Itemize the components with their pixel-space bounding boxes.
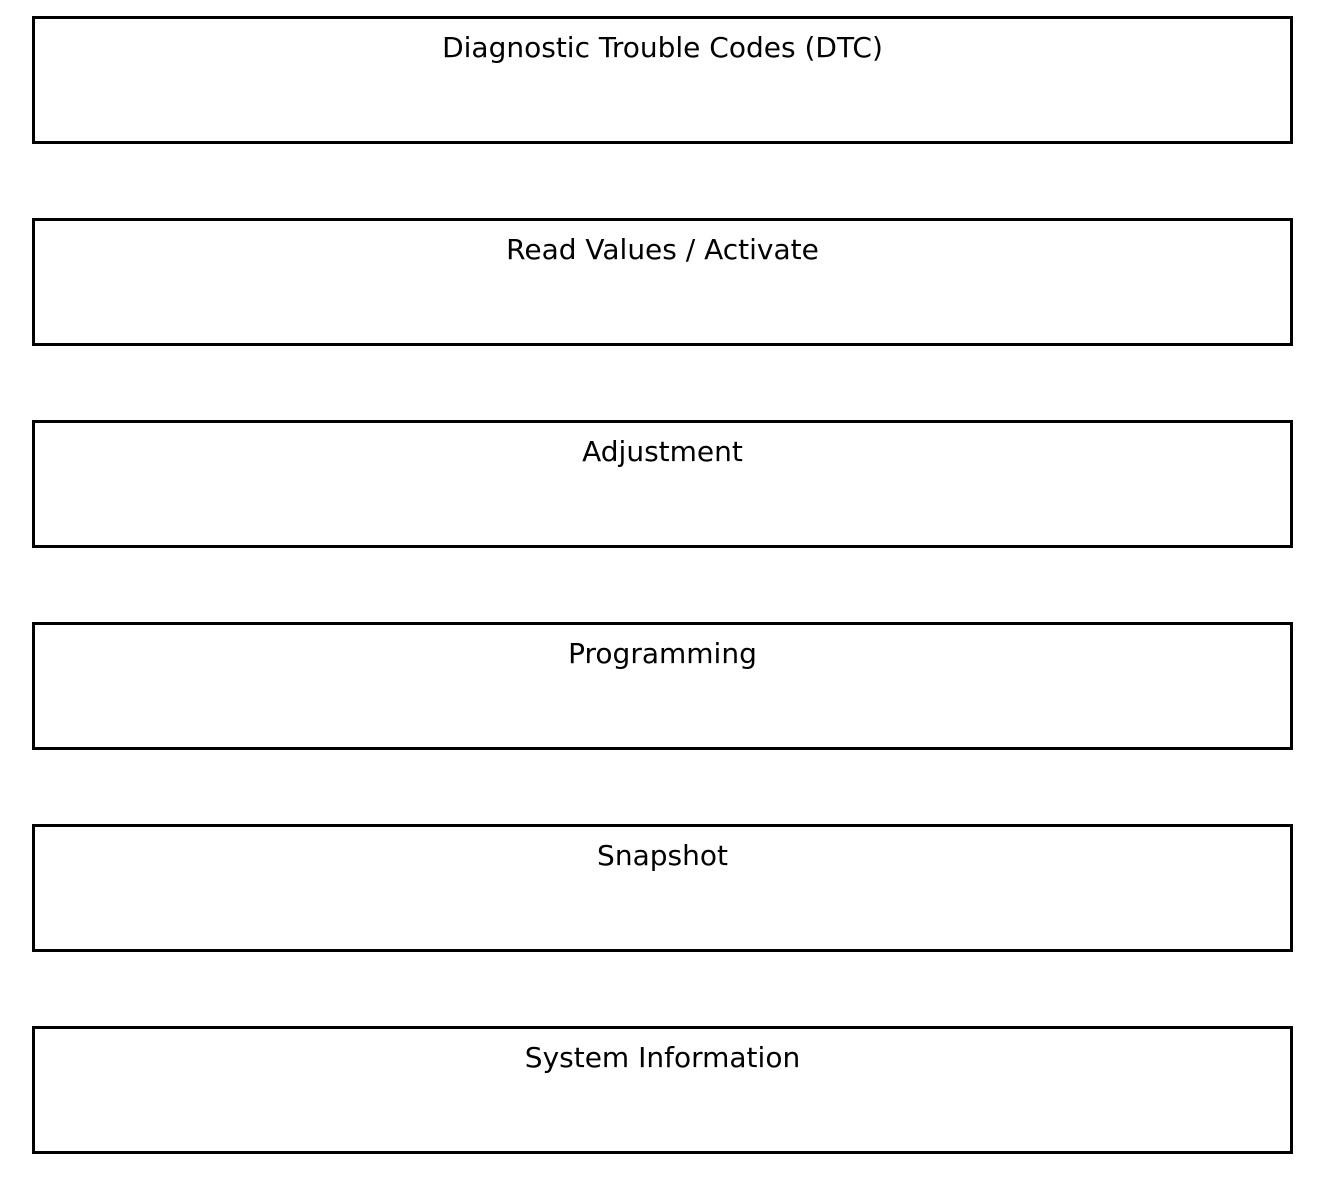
snapshot-label: Snapshot <box>597 839 728 872</box>
function-menu <box>32 16 1293 1154</box>
system-information-button[interactable] <box>32 1026 1293 1154</box>
programming-button[interactable] <box>32 622 1293 750</box>
snapshot-button[interactable] <box>32 824 1293 952</box>
programming-label: Programming <box>568 637 757 670</box>
dtc-label: Diagnostic Trouble Codes (DTC) <box>442 31 883 64</box>
adjustment-button[interactable] <box>32 420 1293 548</box>
read-values-activate-button[interactable] <box>32 218 1293 346</box>
system-information-label: System Information <box>524 1041 801 1074</box>
dtc-button[interactable] <box>32 16 1293 144</box>
adjustment-label: Adjustment <box>582 435 743 468</box>
read-values-activate-label: Read Values / Activate <box>506 233 819 266</box>
